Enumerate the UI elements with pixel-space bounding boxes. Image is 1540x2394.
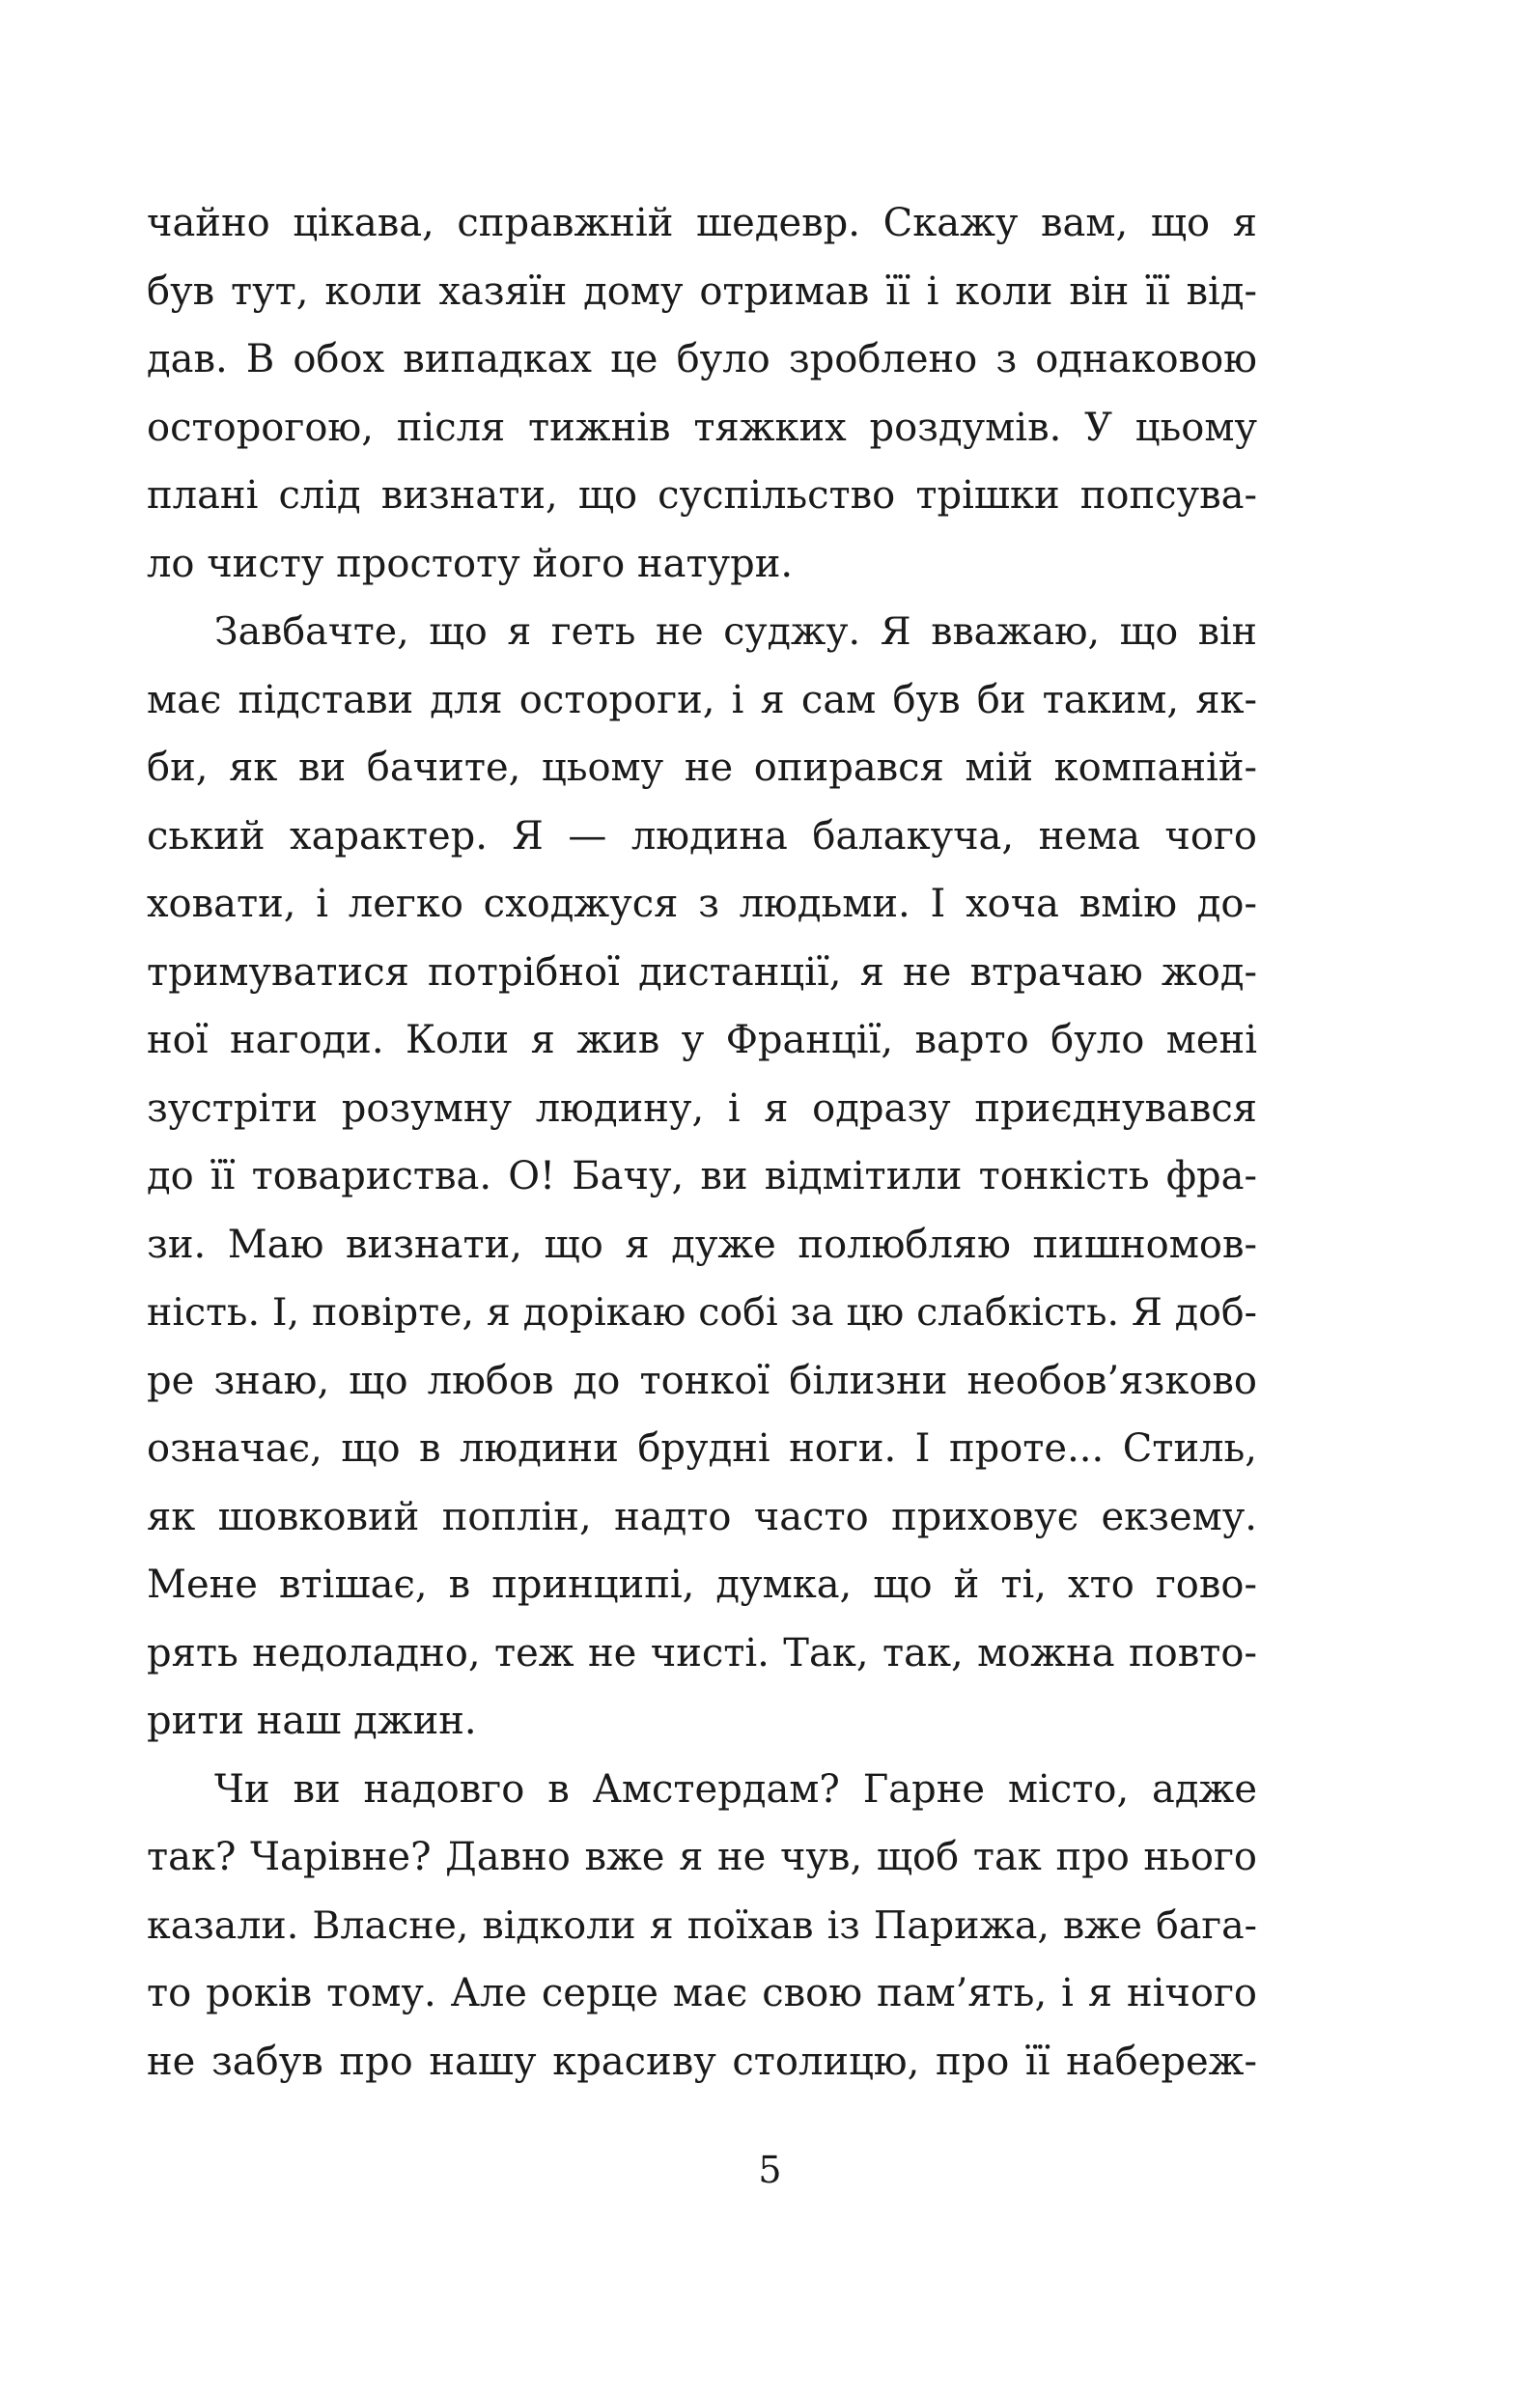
text-line: має підстави для остороги, і я сам був би таким, як- bbox=[147, 677, 1257, 722]
text-line: тримуватися потрібної дистанції, я не втрачаю жод- bbox=[147, 949, 1257, 995]
text-line: плані слід визнати, що суспільство трішки попсува- bbox=[147, 473, 1257, 518]
text-line: Чи ви надовго в Амстердам? Гарне місто, адже bbox=[214, 1766, 1257, 1812]
text-line: ної нагоди. Коли я жив у Франції, варто було мені bbox=[147, 1018, 1257, 1062]
text-line: ність. І, повірте, я дорікаю собі за цю слабкість. Я доб- bbox=[147, 1290, 1257, 1335]
paragraph bbox=[147, 598, 1257, 1756]
text-line: дав. В обох випадках це було зроблено з однаковою bbox=[147, 337, 1257, 381]
text-line: би, як ви бачите, цьому не опирався мій компаній- bbox=[147, 746, 1257, 790]
text-line: ховати, і легко сходжуся з людьми. І хоча вмію до- bbox=[147, 882, 1257, 926]
text-line: рити наш джин. bbox=[147, 1699, 477, 1743]
text-line: як шовковий поплін, надто часто приховує екзему. bbox=[147, 1494, 1257, 1539]
text-line: зустріти розумну людину, і я одразу приєднувався bbox=[147, 1085, 1257, 1131]
paragraph bbox=[147, 189, 1257, 598]
text-line: ре знаю, що любов до тонкої білизни необов’язково bbox=[147, 1358, 1257, 1403]
text-line: Мене втішає, в принципі, думка, що й ті, хто гово- bbox=[147, 1563, 1257, 1607]
page-number: 5 bbox=[758, 2149, 782, 2191]
text-line: не забув про нашу красиву столицю, про її набереж- bbox=[147, 2039, 1257, 2084]
text-line: так? Чарівне? Давно вже я не чув, щоб так про нього bbox=[147, 1835, 1257, 1879]
text-line: означає, що в людини брудні ноги. І проте... Стиль, bbox=[147, 1426, 1257, 1471]
paragraph bbox=[147, 1756, 1257, 2097]
text-line: до її товариства. О! Бачу, ви відмітили тонкість фра- bbox=[147, 1154, 1257, 1198]
text-line: ло чисту простоту його натури. bbox=[147, 541, 794, 586]
text-line: чайно цікава, справжній шедевр. Скажу вам, що я bbox=[147, 201, 1257, 245]
text-line: рять недоладно, теж не чисті. Так, так, можна повто- bbox=[147, 1630, 1257, 1676]
text-line: казали. Власне, відколи я поїхав із Парижа, вже бага- bbox=[147, 1902, 1257, 1948]
page-body bbox=[147, 189, 1257, 2096]
text-line: то років тому. Але серце має свою пам’ять, і я нічого bbox=[147, 1971, 1257, 2015]
text-line: зи. Маю визнати, що я дуже полюбляю пишномов- bbox=[147, 1222, 1257, 1267]
text-line: Завбачте, що я геть не суджу. Я вважаю, що він bbox=[214, 609, 1257, 654]
text-line: ський характер. Я — людина балакуча, нема чого bbox=[147, 813, 1257, 859]
text-line: був тут, коли хазяїн дому отримав її і коли він її від- bbox=[147, 268, 1257, 314]
text-line: осторогою, після тижнів тяжких роздумів. У цьому bbox=[147, 405, 1257, 450]
